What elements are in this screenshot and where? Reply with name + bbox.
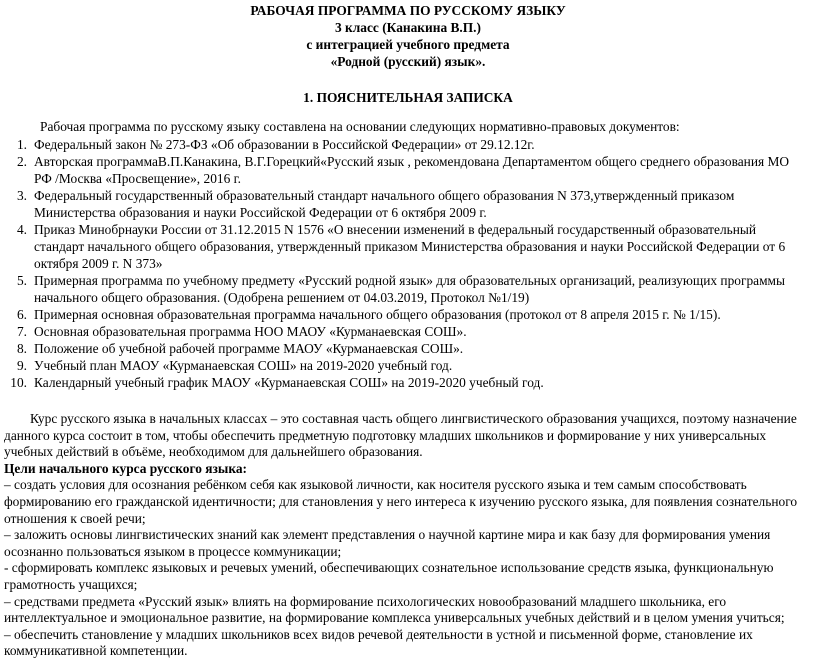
list-item: [0, 306, 816, 323]
list-item-text: Примерная основная образовательная программа начального общего образования (протокол от 8 апреля 2015 г. № 1/15).: [34, 307, 721, 322]
list-item-number: 5.: [16, 273, 27, 288]
list-item: [0, 221, 816, 272]
course-paragraph: Курс русского языка в начальных классах – это составная часть общего лингвистического образования учащихся, поэтому назначение данного курса состоит в том, чтобы обеспечить предметную подготовку младших школьников и формирование у них универсальных учебных действий в объёме, необходимом для дальнейшего образования.: [4, 411, 797, 460]
lead-text: Рабочая программа по русскому языку составлена на основании следующих нормативно-правовых документов:: [40, 119, 680, 134]
list-item: [0, 187, 816, 221]
list-item-text: Учебный план МАОУ «Курманаевская СОШ» на 2019-2020 учебный год.: [34, 358, 453, 373]
list-item-number: 2.: [16, 154, 27, 169]
list-item-text: Основная образовательная программа НОО МАОУ «Курманаевская СОШ».: [34, 324, 467, 339]
list-item: [0, 340, 816, 357]
goal-item: – создать условия для осознания ребёнком себя как языковой личности, как носителя русского языка и тем самым способствовать формированию его гражданской идентичности; для становления у него интереса к изучению русского языка, для появления сознательного отношения к своей речи;: [4, 477, 798, 526]
list-item-number: 1.: [16, 137, 27, 152]
documents-list: [0, 136, 816, 391]
list-item: [0, 357, 816, 374]
list-item-number: 4.: [16, 222, 27, 237]
title-line-4: «Родной (русский) язык».: [330, 54, 486, 69]
section-heading: 1. ПОЯСНИТЕЛЬНАЯ ЗАПИСКА: [303, 90, 513, 105]
goal-item: - сформировать комплекс языковых и речевых умений, обеспечивающих сознательное использование средств языка, функциональную грамотность учащихся;: [4, 560, 774, 592]
list-item: [0, 323, 816, 340]
goal-item: – средствами предмета «Русский язык» влиять на формирование психологических новообразований младшего школьника, его интеллектуальное и эмоциональное развитие, на формирование комплекса универсальных учебных действий и в целом умения учиться;: [4, 593, 785, 626]
list-item-text: Календарный учебный график МАОУ «Курманаевская СОШ» на 2019-2020 учебный год.: [34, 375, 544, 390]
list-item-text: Федеральный государственный образовательный стандарт начального общего образования N 373,утвержденный приказом Министерства образования и науки Российской Федерации от 6 октября 2009 г.: [34, 188, 735, 220]
list-item-text: Положение об учебной рабочей программе МАОУ «Курманаевская СОШ».: [34, 341, 464, 356]
list-item-number: 9.: [16, 358, 27, 373]
list-item-text: Федеральный закон № 273-ФЗ «Об образовании в Российской Федерации» от 29.12.12г.: [34, 137, 535, 152]
list-item: [0, 136, 816, 153]
list-item-text: Примерная программа по учебному предмету «Русский родной язык» для образовательных организаций, реализующих программы начального общего образования. (Одобрена решением от 04.03.2019, Протокол №1/19): [34, 273, 786, 305]
list-item: [0, 272, 816, 306]
title-line-2: 3 класс (Канакина В.П.): [335, 20, 481, 35]
list-item-number: 10.: [10, 375, 27, 390]
list-item: [0, 374, 816, 391]
goals-heading: Цели начального курса русского языка:: [4, 460, 247, 476]
goal-item: – заложить основы лингвистических знаний как элемент представления о научной картине мира и как базу для формирования умения осознанно пользоваться языком в процессе коммуникации;: [4, 527, 771, 559]
title-block: [0, 0, 816, 70]
title-line-1: РАБОЧАЯ ПРОГРАММА ПО РУССКОМУ ЯЗЫКУ: [250, 3, 566, 18]
list-item: [0, 153, 816, 187]
list-item-text: Приказ Минобрнауки России от 31.12.2015 N 1576 «О внесении изменений в федеральный государственный образовательный стандарт начального общего образования, утвержденный приказом Министерства образования и науки Российской Федерации от 6 октября 2009 г. N 373»: [34, 222, 786, 271]
list-item-number: 6.: [16, 307, 27, 322]
list-item-number: 7.: [16, 324, 27, 339]
list-item-text: Авторская программаВ.П.Канакина, В.Г.Горецкий«Русский язык , рекомендована Департаментом общего среднего образования МО РФ /Москва «Просвещение», 2016 г.: [34, 154, 790, 186]
list-item-number: 8.: [16, 341, 27, 356]
list-item-number: 3.: [16, 188, 27, 203]
title-line-3: с интеграцией учебного предмета: [306, 37, 510, 52]
goal-item: – обеспечить становление у младших школьников всех видов речевой деятельности в устной и письменной форме, становление их коммуникативной компетенции.: [4, 626, 753, 659]
